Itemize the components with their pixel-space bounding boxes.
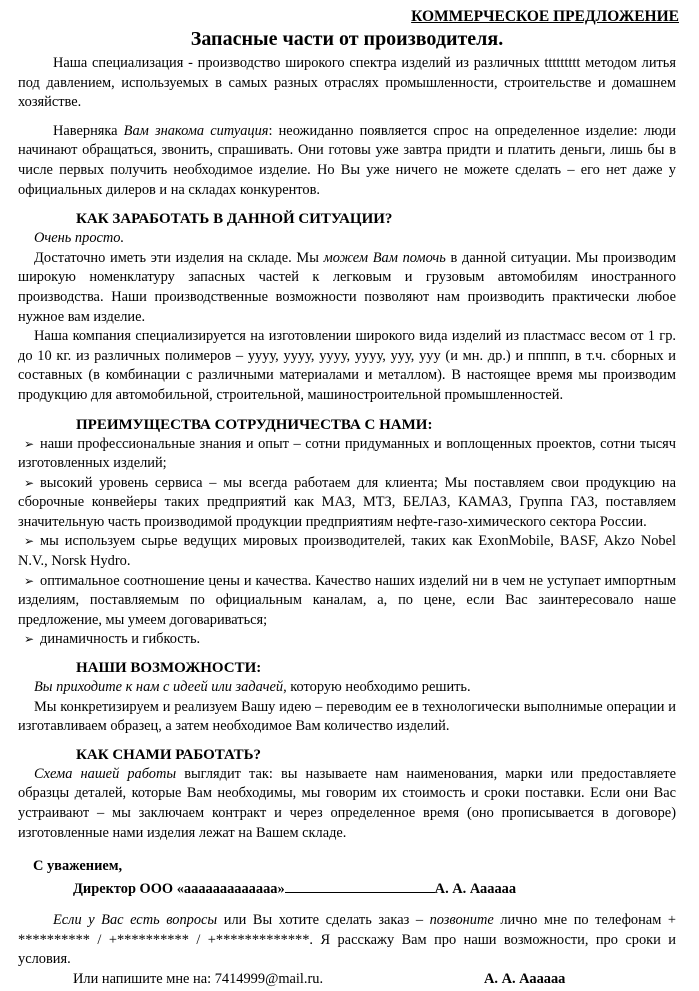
contact-paragraph [18,911,676,970]
capabilities-line-1 [18,678,676,698]
advantage-item [18,532,676,571]
section-heading-earn: КАК ЗАРАБОТАТЬ В ДАННОЙ СИТУАЦИИ? [76,211,393,228]
arrow-bullet-icon: ➢ [24,573,35,588]
earn-paragraph-2: Наша компания специализируется на изготовлении широкого вида изделий из пластмасс весом от 1 гр. до 10 кг. из различных полимеров – уууу, уууу, уууу, уууу, ууу, ууу (и мн. др.) и ппппп, в т.ч. сборных и составных (в комбинации с различными материалами и металлом). В настоящее время мы производим продукцию для автомобильной, строительной, машиностроительной промышленностей. [18,328,676,403]
advantage-item [18,572,676,631]
capabilities-l1-post: , которую необходимо решить. [283,679,471,696]
section-heading-capabilities: НАШИ ВОЗМОЖНОСТИ: [76,660,262,677]
director-name: А. А. Аааааа [434,881,517,898]
page-title: Запасные части от производителя. [190,28,504,50]
section-heading-work: КАК СНАМИ РАБОТАТЬ? [76,746,261,763]
earn-paragraph-1 [18,249,676,327]
arrow-bullet-icon: ➢ [24,436,35,451]
closing-signature: А. А. Аааааа [484,970,566,987]
intro-paragraph-1: Наша специализация - производство широкого спектра изделий из различных ttttttttt методом литья под давлением, используемых в самых разных отраслях промышленности, строительстве и домашнем хозяйстве. [18,55,676,111]
earn-p1-pre: Достаточно иметь эти изделия на складе. Мы [34,249,324,266]
intro-p2-post: : неожиданно появляется спрос на определенное изделие: люди начинают обращаться, звонить, спрашивать. Они готовы уже завтра придти и платить деньги, лишь бы в числе первых получить необходимое изделие. Но Вы уже ничего не можете сделать – его нет даже у официальных дилеров и на складах конкурентов. [18,122,676,198]
earn-simple: Очень просто. [34,230,125,247]
arrow-bullet-icon: ➢ [24,632,35,647]
contact-i2: позвоните [429,912,494,929]
intro-p2-pre: Наверняка [53,122,124,139]
director-line [18,877,676,901]
email-line [18,970,676,990]
work-paragraph [18,765,676,843]
email-text[interactable]: Или напишите мне на: 7414999@mail.ru. [73,970,324,987]
intro-p2-italic: Вам знакома ситуация [123,122,269,139]
capabilities-paragraph-2: Мы конкретизируем и реализуем Вашу идею – переводим ее в технологически выполнимые операции и изготавливаем образец, а затем необходимое Вам количество изделий. [18,698,676,735]
intro-paragraph-2 [18,122,676,200]
earn-p1-italic: можем Вам помочь [323,249,446,266]
arrow-bullet-icon: ➢ [24,475,35,490]
commercial-offer-document [18,8,679,990]
work-p1-post: выглядит так: вы называете нам наименования, марки или предоставляете образцы деталей, которые Вам необходимы, мы говорим их стоимость и сроки поставки. Если они Вас устраивают – мы заключаем контракт и через определенное время (оно прописывается в договоре) изготовленные нами изделия лежат на Вашем складе. [18,765,676,841]
section-heading-advantages: ПРЕИМУЩЕСТВА СОТРУДНИЧЕСТВА С НАМИ: [76,416,433,433]
capabilities-l1-italic: Вы приходите к нам с идеей или задачей [34,679,284,696]
advantage-item [18,474,676,533]
earn-p1-post: в данной ситуации. Мы производим широкую номенклатуру запасных частей к легковым и грузовым автомобилям иностранного производства. Наши производственные возможности позволяют нам производить практически любое нужное вам изделие. [18,249,677,325]
regards-line: С уважением, [33,858,123,875]
document-header: КОММЕРЧЕСКОЕ ПРЕДЛОЖЕНИЕ [411,8,679,25]
contact-t2: лично мне по телефонам + ********** / +********** / +*************. Я расскажу Вам про наши возможности, про сроки и условия. [18,912,676,968]
advantage-text: высокий уровень сервиса – мы всегда работаем для клиента; Мы поставляем свои продукцию на сборочные конвейеры таких предприятий как МАЗ, МТЗ, БЕЛАЗ, КАМАЗ, Группа ГАЗ, поставляем значительную часть производимой продукции предприятиям нефте-газо-химического сектора России. [18,474,676,530]
header-row [18,8,679,26]
advantage-text: мы используем сырье ведущих мировых производителей, таких как ExonMobile, BASF, Akzo Nobel N.V., Norsk Hydro. [18,533,676,570]
advantage-text: оптимальное соотношение цены и качества. Качество наших изделий ни в чем не уступает импортным изделиям, поставляемым по официальным каналам, а, по цене, если Вас заинтересовало наше предложение, мы умеем договариваться; [18,572,676,628]
advantage-text: динамичность и гибкость. [40,631,201,648]
arrow-bullet-icon: ➢ [24,534,35,549]
director-company: Директор ООО «ааааааааааааа» [73,881,285,898]
advantage-item [18,435,676,474]
advantage-text: наши профессиональные знания и опыт – сотни придуманных и воплощенных проектов, сотни тысяч изготовленных изделий; [18,435,676,472]
signature-underline [285,878,435,893]
contact-i1: Если у Вас есть вопросы [53,912,218,929]
advantage-item [18,630,676,650]
contact-t1: или Вы хотите сделать заказ – [217,912,430,929]
work-p1-italic: Схема нашей работы [34,765,177,782]
